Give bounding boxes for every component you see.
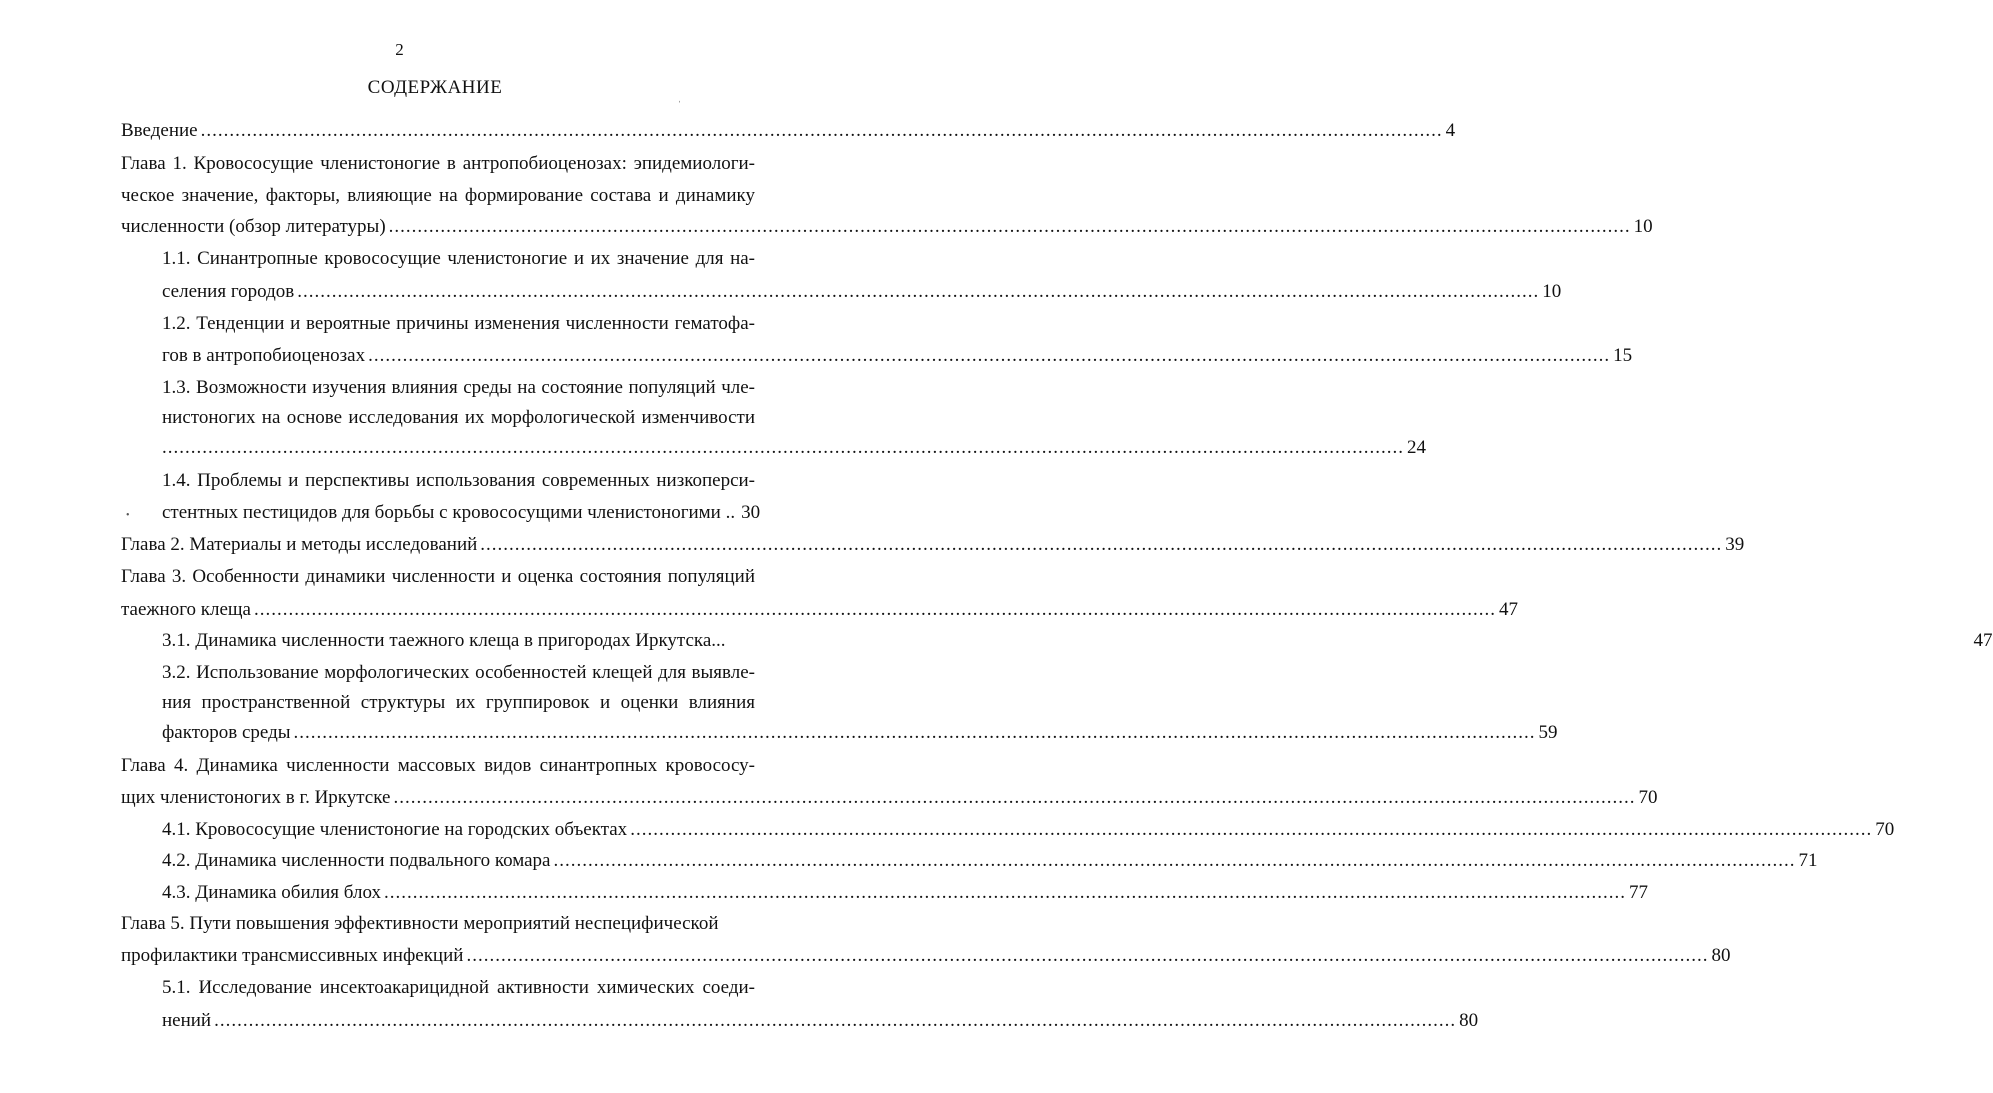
toc-entry-section-1-3-line-2[interactable]: нистоногих на основе исследования их морфологической изменчивости (162, 407, 755, 428)
toc-entry-section-3-2-line-3[interactable]: факторов среды ..... 59 (162, 720, 755, 746)
toc-entry-section-1-4-line-1[interactable]: 1.4. Проблемы и перспективы использования современных низкоперси- (162, 470, 755, 491)
toc-entry-section-1-4-line-2[interactable]: стентных пестицидов для борьбы с кровососущими членистоногими .. 30 (162, 502, 761, 523)
toc-entry-section-1-2-line-1[interactable]: 1.2. Тенденции и вероятные причины изменения численности гематофа- (162, 313, 755, 334)
page-title: СОДЕРЖАНИЕ (367, 77, 503, 98)
toc-entry-section-5-1-line-2[interactable]: нений ..... 80 (162, 1008, 755, 1034)
toc-entry-section-1-3-line-1[interactable]: 1.3. Возможности изучения влияния среды на состояние популяций чле- (162, 377, 755, 398)
toc-entry-section-3-1[interactable]: 3.1. Динамика численности таежного клеща в пригородах Иркутска... 47 (162, 630, 1993, 651)
toc-entry-section-4-2[interactable]: 4.2. Динамика численности подвального комара ..... 71 (162, 848, 755, 874)
toc-entry-section-4-1[interactable]: 4.1. Кровососущие членистоногие на городских объектах ..... 70 (162, 817, 755, 843)
toc-entry-section-3-2-line-1[interactable]: 3.2. Использование морфологических особенностей клещей для выявле- (162, 662, 755, 683)
toc-entry-chapter-1-line-2[interactable]: ческое значение, факторы, влияющие на формирование состава и динамику (121, 185, 755, 206)
toc-entry-section-5-1-line-1[interactable]: 5.1. Исследование инсектоакарицидной активности химических соеди- (162, 977, 755, 998)
toc-entry-section-3-2-line-2[interactable]: ния пространственной структуры их группировок и оценки влияния (162, 692, 755, 713)
toc-entry-chapter-1-line-3[interactable]: численности (обзор литературы) ..... 10 (121, 214, 755, 240)
toc-entry-chapter-4-line-2[interactable]: щих членистоногих в г. Иркутске ..... 70 (121, 785, 755, 811)
toc-entry-chapter-5-line-1[interactable]: Глава 5. Пути повышения эффективности мероприятий неспецифической (121, 913, 719, 934)
toc-entry-chapter-2[interactable]: Глава 2. Материалы и методы исследований ..... 39 (121, 532, 755, 558)
scan-speck: ˈ (678, 100, 682, 111)
toc-entry-section-1-3-line-3[interactable]: ..... 24 (162, 435, 755, 461)
page-number: 2 (395, 40, 404, 59)
toc-entry-chapter-3-line-2[interactable]: таежного клеща ..... 47 (121, 597, 755, 623)
toc-entry-intro[interactable]: Введение ..... 4 (121, 118, 755, 144)
toc-entry-chapter-1-line-1[interactable]: Глава 1. Кровососущие членистоногие в антропобиоценозах: эпидемиологи- (121, 153, 755, 174)
scan-speck: • (126, 510, 130, 521)
toc-entry-section-1-1-line-1[interactable]: 1.1. Синантропные кровососущие членистоногие и их значение для на- (162, 248, 755, 269)
toc-entry-chapter-4-line-1[interactable]: Глава 4. Динамика численности массовых видов синантропных кровососу- (121, 755, 755, 776)
toc-entry-chapter-3-line-1[interactable]: Глава 3. Особенности динамики численности и оценка состояния популяций (121, 566, 755, 587)
toc-entry-section-4-3[interactable]: 4.3. Динамика обилия блох ..... 77 (162, 880, 755, 906)
toc-entry-section-1-1-line-2[interactable]: селения городов ..... 10 (162, 279, 755, 305)
toc-entry-section-1-2-line-2[interactable]: гов в антропобиоценозах ..... 15 (162, 343, 755, 369)
toc-entry-chapter-5-line-2[interactable]: профилактики трансмиссивных инфекций ..... 80 (121, 943, 755, 969)
